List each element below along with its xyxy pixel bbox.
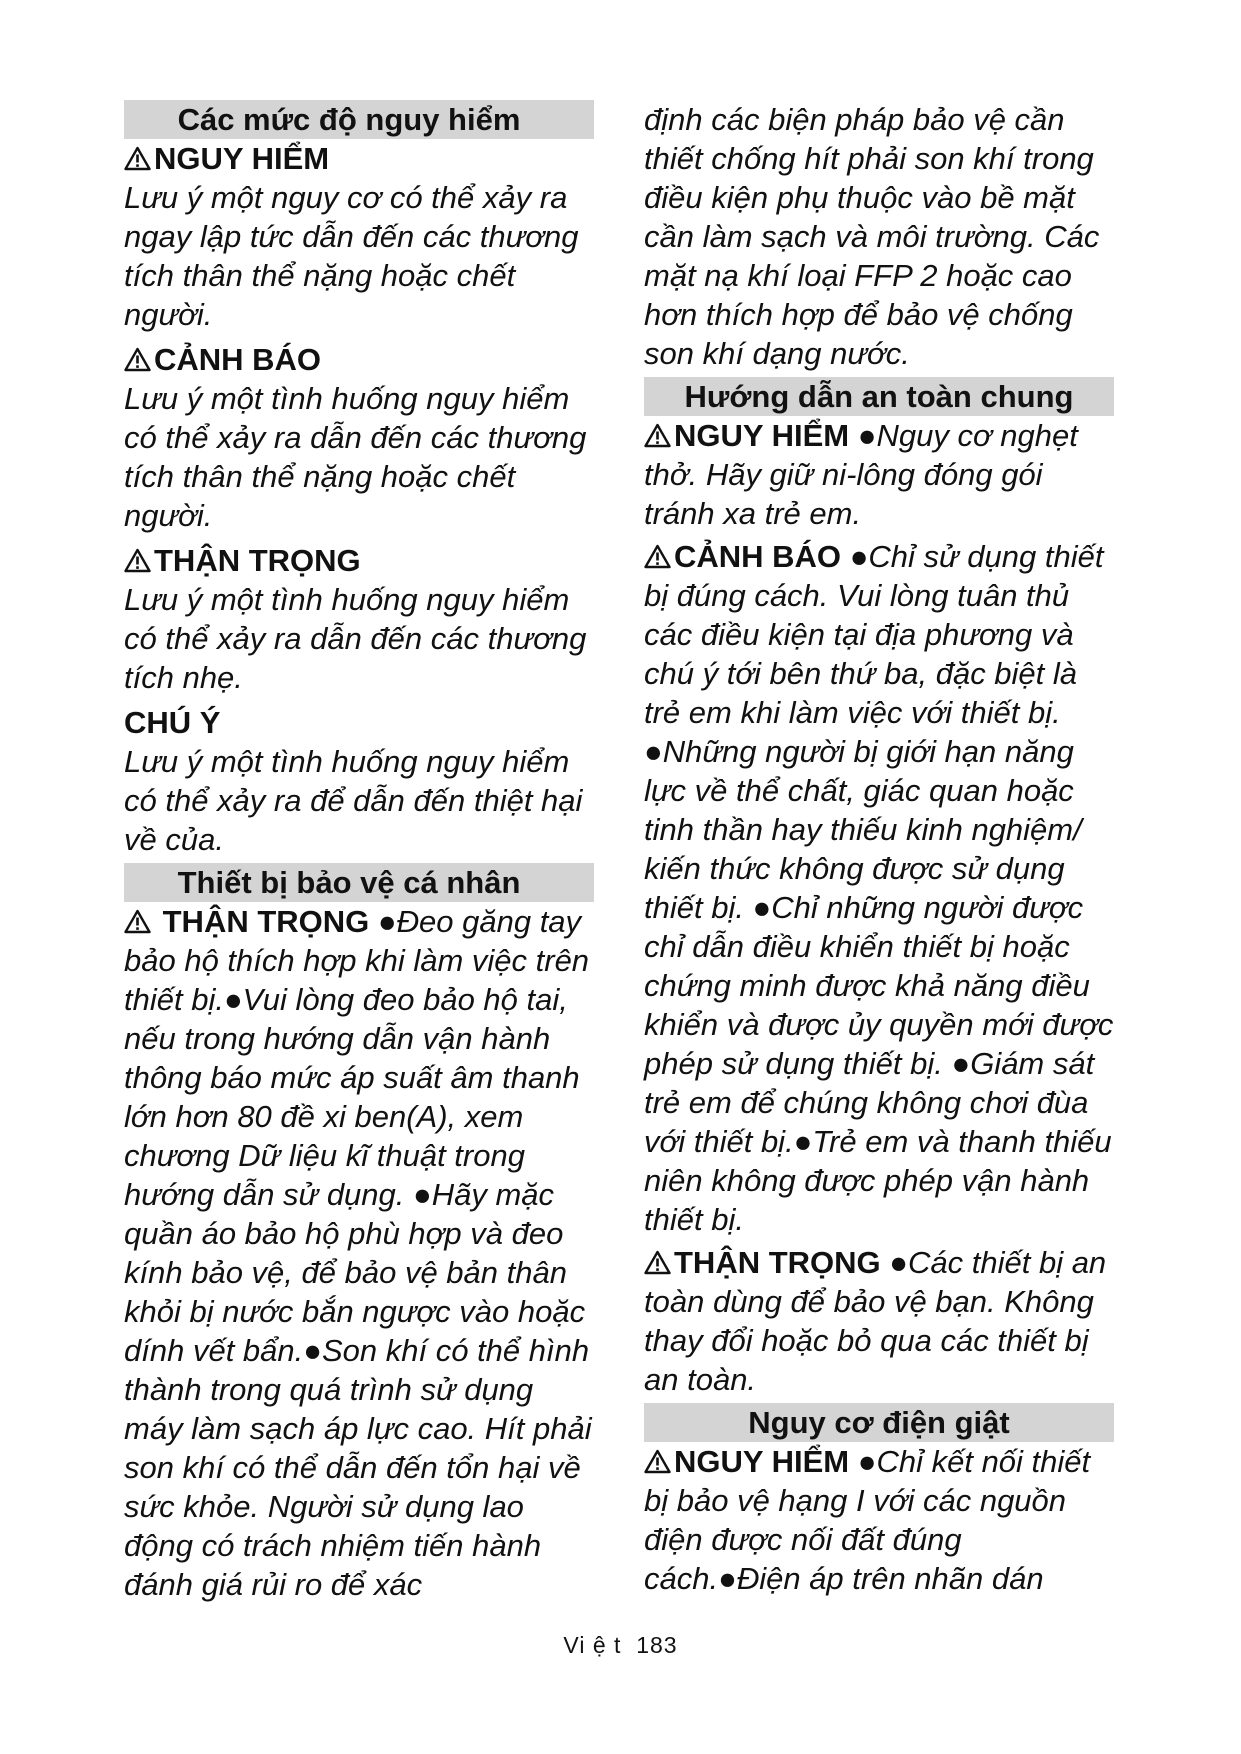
level-danger-text: Lưu ý một nguy cơ có thể xảy ra ngay lập tức dẫn đến các thương tích thân thể nặng hoặc chết người. — [124, 180, 579, 332]
ppe-text: ●Đeo găng tay bảo hộ thích hợp khi làm việc trên thiết bị.●Vui lòng đeo bảo hộ tai, nếu trong hướng dẫn vận hành thông báo mức áp suất âm thanh lớn hơn 80 đề xi ben(A), xem chương Dữ liệu kĩ thuật trong hướng dẫn sử dụng. ●Hãy mặc quần áo bảo hộ phù hợp và đeo kính bảo vệ, để bảo vệ bản thân khỏi bị nước bắn ngược vào hoặc dính vết bẩn.●Son khí có thể hình thành trong quá trình sử dụng máy làm sạch áp lực cao. Hít phải son khí có thể dẫn đến tổn hại về sức khỏe. Người sử dụng lao động có trách nhiệm tiến hành đánh giá rủi ro để xác — [124, 904, 592, 1602]
level-warning-title — [124, 340, 594, 379]
ppe-header: Thiết bị bảo vệ cá nhân — [124, 863, 594, 902]
general-warning-label: CẢNH BÁO — [674, 539, 842, 574]
general-caution-label: THẬN TRỌNG — [674, 1245, 881, 1280]
warning-triangle-icon — [124, 548, 151, 573]
general-danger-label: NGUY HIỂM — [674, 418, 850, 453]
level-warning-text: Lưu ý một tình huống nguy hiểm có thể xảy ra dẫn đến các thương tích thân thể nặng hoặc chết người. — [124, 381, 587, 533]
warning-triangle-icon — [124, 347, 151, 372]
left-column — [124, 100, 594, 1604]
general-safety-header: Hướng dẫn an toàn chung — [644, 377, 1114, 416]
level-caution-label: THẬN TRỌNG — [154, 543, 361, 578]
footer-language: Vi ệ t — [563, 1632, 622, 1658]
danger-levels-header: Các mức độ nguy hiểm — [124, 100, 594, 139]
level-notice-title: CHÚ Ý — [124, 705, 221, 740]
level-danger-label: NGUY HIỂM — [154, 141, 330, 176]
warning-triangle-icon — [124, 909, 151, 934]
level-danger-title — [124, 139, 594, 178]
general-caution-block — [644, 1243, 1114, 1399]
level-notice-text: Lưu ý một tình huống nguy hiểm có thể xảy ra để dẫn đến thiệt hại về của. — [124, 744, 583, 857]
general-warning-block — [644, 537, 1114, 1239]
electric-danger-block — [644, 1442, 1114, 1598]
electric-danger-label: NGUY HIỂM — [674, 1444, 850, 1479]
electric-shock-header: Nguy cơ điện giật — [644, 1403, 1114, 1442]
ppe-text-block — [124, 902, 594, 1604]
warning-triangle-icon — [644, 1449, 671, 1474]
general-warning-text: ●Chỉ sử dụng thiết bị đúng cách. Vui lòng tuân thủ các điều kiện tại địa phương và chú ý tới bên thứ ba, đặc biệt là trẻ em khi làm việc với thiết bị. ●Những người bị giới hạn năng lực về thể chất, giác quan hoặc tinh thần hay thiếu kinh nghiệm/ kiến thức không được sử dụng thiết bị. ●Chỉ những người được chỉ dẫn điều khiển thiết bị hoặc chứng minh được khả năng điều khiển và được ủy quyền mới được phép sử dụng thiết bị. ●Giám sát trẻ em để chúng không chơi đùa với thiết bị.●Trẻ em và thanh thiếu niên không được phép vận hành thiết bị. — [644, 539, 1114, 1237]
ppe-caution-label: THẬN TRỌNG — [162, 904, 370, 939]
general-caution-text: ●Các thiết bị an toàn dùng để bảo vệ bạn. Không thay đổi hoặc bỏ qua các thiết bị an toàn. — [644, 1245, 1107, 1397]
level-warning-label: CẢNH BÁO — [154, 342, 322, 377]
warning-triangle-icon — [644, 544, 671, 569]
page-footer — [0, 1632, 1241, 1659]
electric-danger-text: ●Chỉ kết nối thiết bị bảo vệ hạng I với các nguồn điện được nối đất đúng cách.●Điện áp trên nhãn dán — [644, 1444, 1091, 1596]
right-column — [644, 100, 1114, 1598]
level-caution-title — [124, 541, 594, 580]
general-danger-block — [644, 416, 1114, 533]
continuation-text: định các biện pháp bảo vệ cần thiết chống hít phải son khí trong điều kiện phụ thuộc vào bề mặt cần làm sạch và môi trường. Các mặt nạ khí loại FFP 2 hoặc cao hơn thích hợp để bảo vệ chống son khí dạng nước. — [644, 102, 1100, 371]
warning-triangle-icon — [644, 423, 671, 448]
warning-triangle-icon — [644, 1250, 671, 1275]
level-caution-text: Lưu ý một tình huống nguy hiểm có thể xảy ra dẫn đến các thương tích nhẹ. — [124, 582, 587, 695]
general-danger-text: ●Nguy cơ nghẹt thở. Hãy giữ ni-lông đóng gói tránh xa trẻ em. — [644, 418, 1078, 531]
page-number: 183 — [636, 1632, 678, 1658]
warning-triangle-icon — [124, 146, 151, 171]
